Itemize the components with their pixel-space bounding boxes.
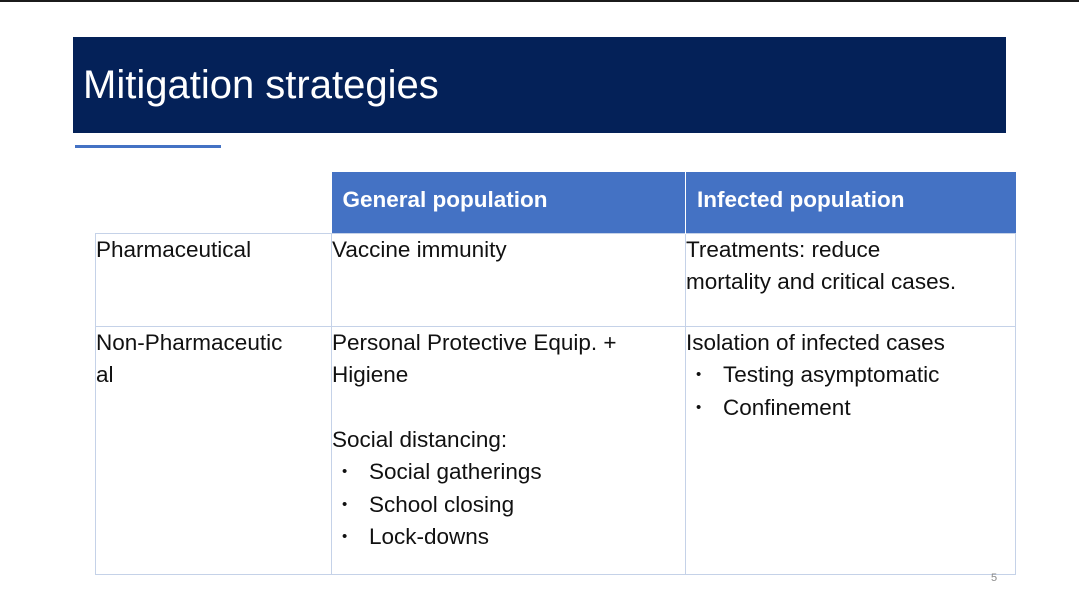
paragraph-gap	[332, 392, 685, 424]
list-item-text: Social gatherings	[369, 459, 542, 484]
row-label-non-pharmaceutical	[96, 326, 332, 574]
header-corner-cell	[96, 172, 332, 233]
cell-text: Treatments: reduce	[686, 236, 881, 262]
list-item	[332, 489, 685, 522]
cell-text: Vaccine immunity	[332, 236, 507, 262]
row-label-text: Pharmaceutical	[96, 236, 252, 262]
top-border	[0, 0, 1079, 2]
list-item-text: School closing	[369, 491, 515, 517]
cell-text: Higiene	[332, 362, 409, 387]
slide-title: Mitigation strategies	[83, 63, 439, 107]
list-item-text: Confinement	[723, 394, 851, 420]
list-item-text: Lock-downs	[369, 524, 490, 549]
page-number: 5	[990, 572, 998, 584]
row-label-text: Non-Pharmaceutical	[96, 329, 283, 387]
title-banner	[73, 37, 1006, 133]
cell-subheading: Social distancing:	[332, 426, 508, 452]
table-row-pharmaceutical	[96, 233, 1016, 326]
cell-text: Personal Protective Equip. +	[332, 329, 617, 355]
bullet-list	[332, 456, 685, 554]
bullet-dot-icon: •	[696, 366, 702, 383]
cell-non-pharmaceutical-general	[332, 326, 686, 574]
list-item	[332, 521, 685, 554]
bullet-dot-icon: •	[696, 398, 702, 416]
cell-pharmaceutical-general	[332, 233, 686, 326]
bullet-list	[686, 359, 1015, 424]
column-header-general: General population	[332, 172, 686, 233]
row-label-pharmaceutical	[96, 233, 332, 326]
cell-pharmaceutical-infected	[686, 233, 1016, 326]
column-header-infected: Infected population	[686, 172, 1016, 233]
strategies-table	[95, 172, 1016, 575]
list-item	[686, 392, 1015, 425]
table-header-row	[96, 172, 1016, 233]
list-item	[686, 359, 1015, 392]
cell-text: mortality and critical cases.	[686, 269, 957, 294]
cell-text: Isolation of infected cases	[686, 329, 945, 355]
cell-non-pharmaceutical-infected	[686, 326, 1016, 574]
title-accent-line	[75, 145, 221, 148]
bullet-dot-icon: •	[342, 528, 348, 545]
list-item-text: Testing asymptomatic	[723, 362, 940, 387]
bullet-dot-icon: •	[342, 463, 348, 480]
bullet-dot-icon: •	[342, 495, 348, 513]
list-item	[332, 456, 685, 489]
table-row-non-pharmaceutical	[96, 326, 1016, 574]
